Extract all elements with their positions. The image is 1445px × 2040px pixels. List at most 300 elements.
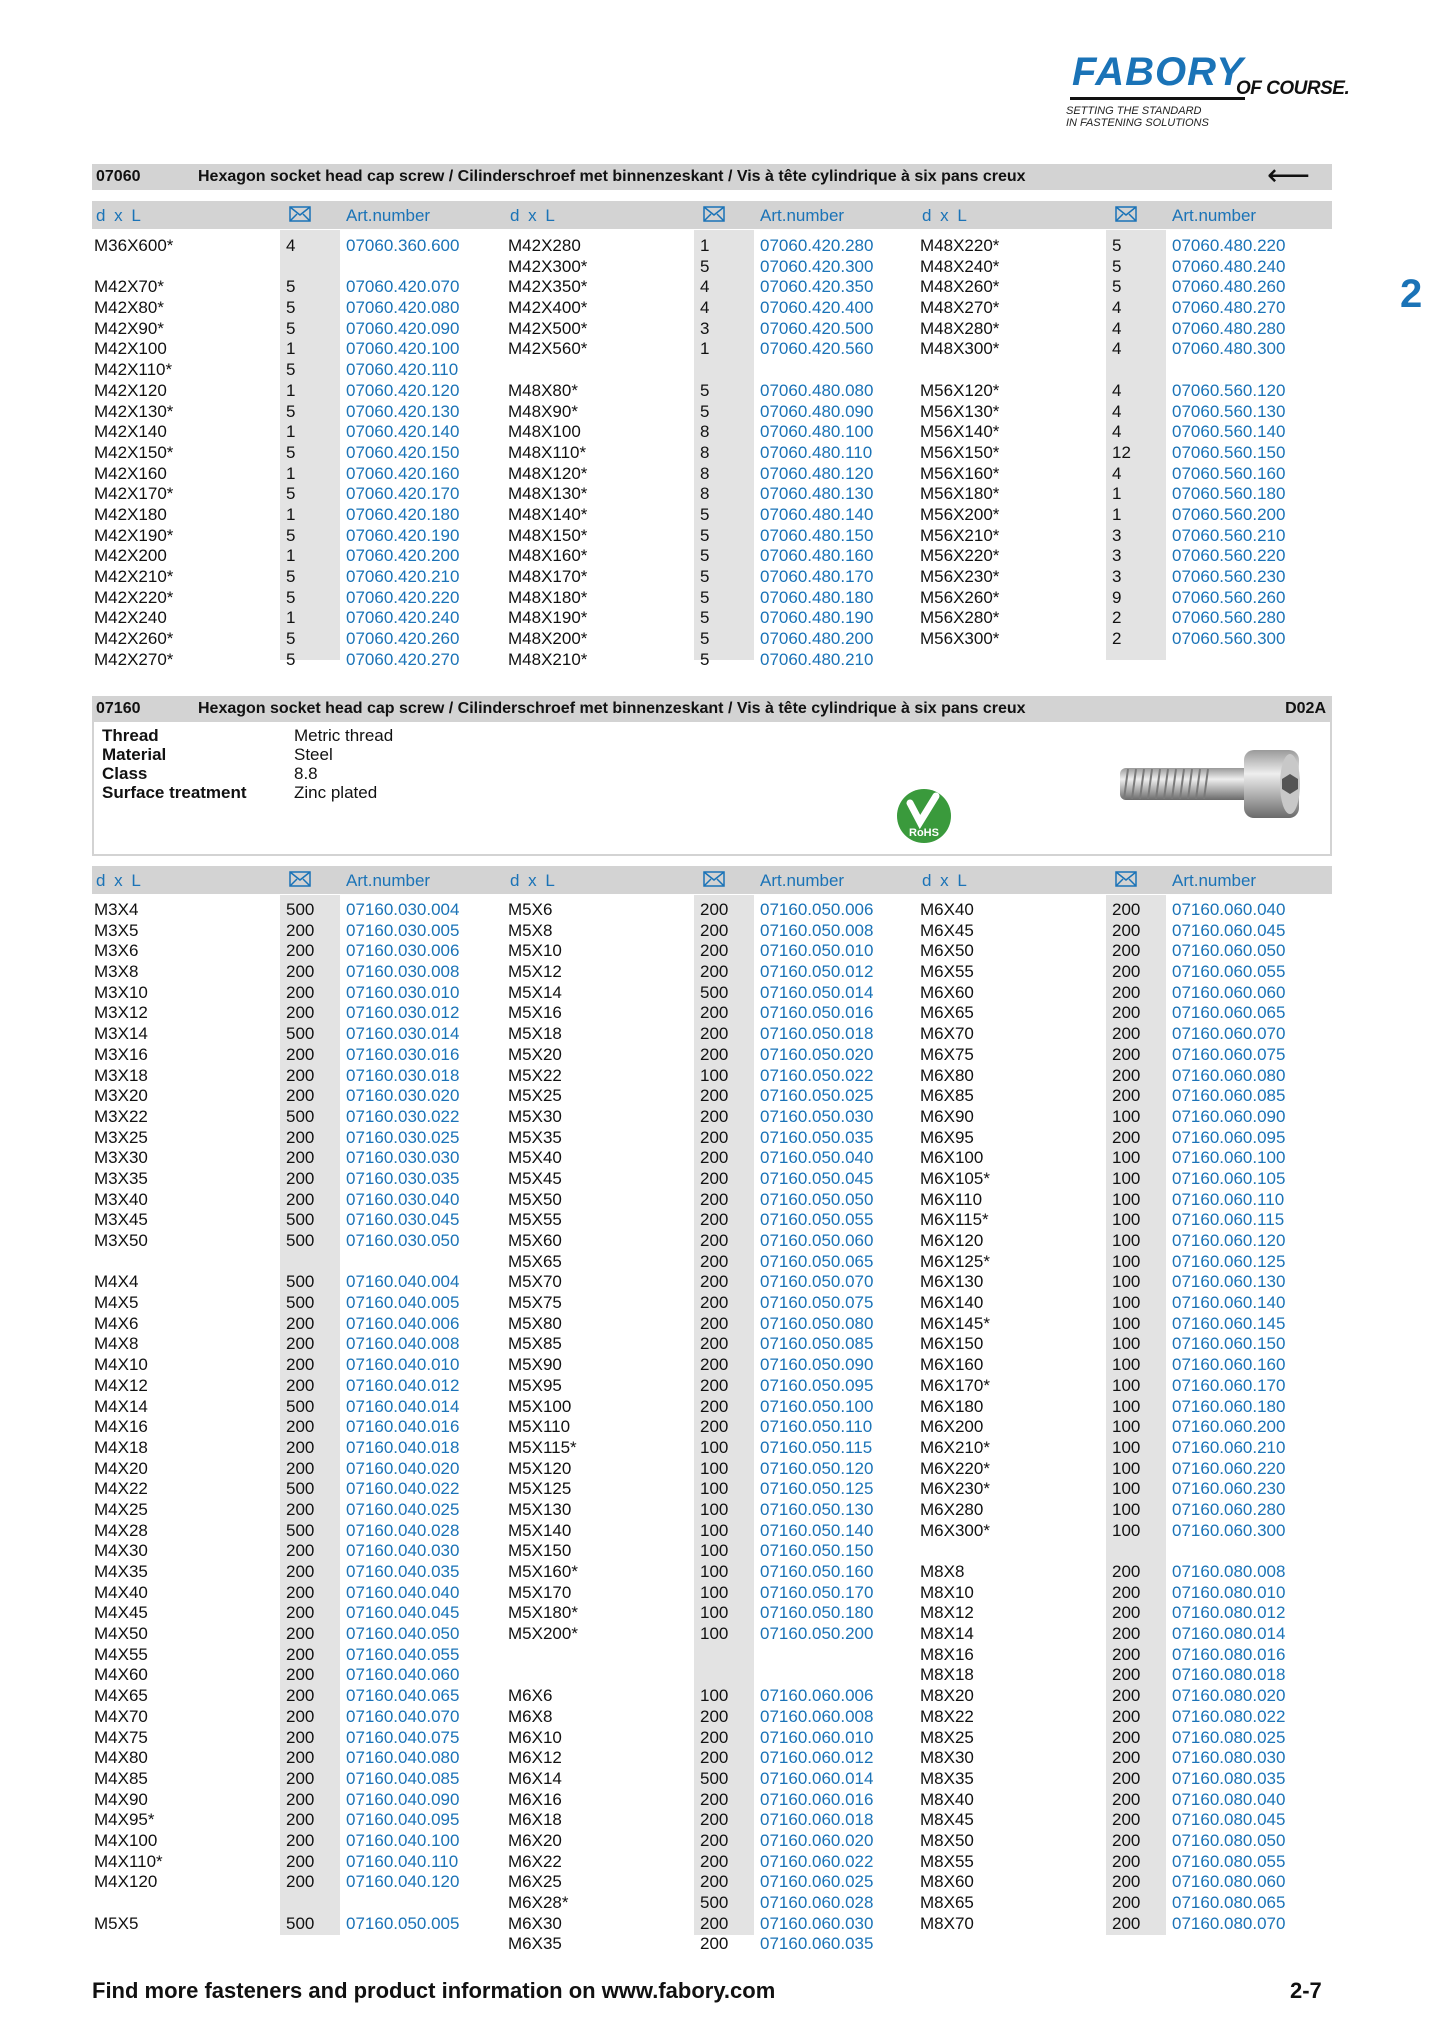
table-cell: 07060.420.400 [760, 298, 874, 318]
table-cell: 200 [286, 1706, 315, 1726]
header-dxl: d x L [922, 871, 969, 890]
table-cell: 07160.040.014 [346, 1396, 460, 1416]
table-cell: 07160.050.025 [760, 1086, 874, 1106]
table-cell: M42X130* [94, 401, 174, 421]
table-cell: M42X500* [508, 318, 588, 338]
table-cell: M48X300* [920, 339, 1000, 359]
table-cell: 200 [700, 1231, 729, 1250]
table-cell: 07160.060.150 [1172, 1334, 1286, 1354]
table-cell: 5 [700, 587, 710, 607]
art-number-column [760, 236, 873, 670]
table-cell: 07160.040.065 [346, 1686, 460, 1706]
table-cell: 200 [700, 1913, 729, 1933]
table-cell: 07160.030.025 [346, 1127, 460, 1147]
table-cell: 1 [286, 463, 296, 483]
table-cell: 07160.040.035 [346, 1562, 460, 1581]
table-cell: 200 [1112, 1872, 1141, 1892]
table-cell: 200 [1112, 1727, 1141, 1747]
table-cell: 07160.030.020 [346, 1086, 460, 1106]
table-cell: 200 [700, 1748, 729, 1768]
table-cell: M6X150 [920, 1334, 984, 1354]
table-cell: 07160.040.010 [346, 1355, 460, 1375]
table-cell: M8X22 [920, 1706, 974, 1726]
logo-brand: FABORY [1072, 50, 1244, 94]
table-cell [760, 1645, 873, 1666]
table-cell: M42X350* [508, 277, 588, 297]
table-cell: M6X145* [920, 1313, 990, 1333]
header-dxl: d x L [922, 206, 969, 225]
table-cell: 07160.050.180 [760, 1603, 874, 1623]
table-cell: 100 [1112, 1251, 1141, 1271]
table-cell: M4X28 [94, 1520, 148, 1540]
table-cell: M42X210* [94, 567, 174, 586]
table-cell: 07160.040.018 [346, 1437, 460, 1457]
table-cell: 07060.420.160 [346, 463, 460, 483]
table-cell: 4 [700, 277, 710, 297]
table-cell: 200 [1112, 1665, 1141, 1685]
table-cell: M42X400* [508, 298, 588, 318]
table-cell: 200 [286, 1044, 315, 1064]
table-cell: 200 [286, 920, 315, 940]
table-cell: 200 [1112, 1065, 1141, 1085]
cap-screw-image [1114, 740, 1314, 830]
table-cell: M5X14 [508, 982, 562, 1002]
envelope-icon [289, 205, 311, 228]
table-cell: 5 [286, 567, 296, 586]
table-cell: 07160.080.012 [1172, 1603, 1286, 1623]
table-cell: 100 [1112, 1231, 1141, 1250]
table-cell: M3X10 [94, 982, 148, 1002]
table-cell: M8X25 [920, 1727, 974, 1747]
table-cell [508, 1665, 578, 1686]
table-cell: M42X160 [94, 463, 167, 483]
table-cell: M5X25 [508, 1086, 562, 1106]
table-cell: 07160.050.040 [760, 1148, 874, 1168]
table-cell: 200 [700, 1396, 729, 1416]
logo-slogan: OF COURSE. [1236, 78, 1350, 99]
table-cell: 200 [1112, 1686, 1141, 1706]
table-cell: 5 [286, 484, 296, 504]
table-cell: 5 [700, 256, 710, 276]
table-cell: 07160.030.008 [346, 962, 460, 982]
table-cell: 07160.050.130 [760, 1499, 874, 1519]
table-cell: 3 [1112, 567, 1122, 586]
table-cell: 07060.420.070 [346, 277, 460, 297]
table-cell: M56X200* [920, 504, 1000, 524]
table-cell: 07060.560.210 [1172, 525, 1286, 545]
table-cell: 07160.040.075 [346, 1727, 460, 1747]
table-cell: M42X70* [94, 277, 164, 297]
table-cell: 07160.080.060 [1172, 1872, 1286, 1892]
table-cell: 200 [286, 1851, 315, 1871]
logo-underline [1070, 97, 1245, 100]
table-cell: 200 [700, 1830, 729, 1850]
table-cell: 07160.060.030 [760, 1913, 874, 1933]
quantity-column [286, 900, 314, 1934]
table-cell: 07060.480.090 [760, 401, 874, 421]
table-cell: 07160.030.016 [346, 1044, 460, 1064]
table-cell: 07160.050.022 [760, 1065, 874, 1085]
table-cell: 07160.050.016 [760, 1003, 874, 1023]
table-cell: 07160.030.022 [346, 1106, 460, 1126]
table-cell: 07160.060.028 [760, 1893, 874, 1912]
table-cell: 4 [286, 236, 296, 255]
table-cell: 07060.480.170 [760, 567, 874, 586]
table-cell: M4X55 [94, 1644, 148, 1664]
table-cell: 200 [1112, 1851, 1141, 1871]
table-cell: 9 [1112, 587, 1122, 607]
table-cell: M5X16 [508, 1003, 562, 1023]
table-cell: 200 [286, 1086, 315, 1106]
table-cell: 100 [700, 1499, 729, 1519]
table-cell: 200 [1112, 1127, 1141, 1147]
table-cell: M5X65 [508, 1251, 562, 1271]
table-cell: M56X300* [920, 629, 1000, 649]
table-cell: 200 [286, 1603, 315, 1623]
property-label: Material [102, 745, 167, 764]
table-cell [700, 360, 709, 381]
table-cell: 07060.420.080 [346, 298, 460, 318]
table-cell: M8X70 [920, 1913, 974, 1933]
table-cell: 1 [286, 380, 296, 400]
table-cell: 200 [286, 1189, 315, 1209]
table-cell: M42X200 [94, 546, 167, 566]
table-cell: M5X10 [508, 941, 562, 961]
table-cell: 5 [286, 525, 296, 545]
table-cell: 07160.080.035 [1172, 1768, 1286, 1788]
table-cell: 100 [1112, 1437, 1141, 1457]
column-header-bar [918, 866, 1332, 894]
table-cell: 5 [700, 504, 710, 524]
table-cell: M3X30 [94, 1148, 148, 1168]
table-cell: 07060.360.600 [346, 236, 460, 255]
table-cell: M4X22 [94, 1479, 148, 1499]
property-label: Thread [102, 726, 159, 745]
header-art-number: Art.number [1172, 871, 1257, 890]
quantity-column [1112, 900, 1140, 1934]
table-cell: 100 [700, 1562, 729, 1581]
table-cell: 12 [1112, 442, 1131, 462]
table-cell: 200 [1112, 941, 1141, 961]
column-header-bar [506, 201, 918, 229]
table-cell: 07160.060.100 [1172, 1148, 1286, 1168]
table-cell: M4X65 [94, 1686, 148, 1706]
table-cell: 200 [1112, 1810, 1141, 1830]
table-cell: 200 [700, 1251, 729, 1271]
table-cell: 07160.050.060 [760, 1231, 874, 1250]
envelope-icon [1115, 205, 1137, 228]
table-cell: 07160.050.006 [760, 900, 874, 919]
table-cell: M48X160* [508, 546, 588, 566]
table-cell: 200 [700, 1375, 729, 1395]
table-cell: 200 [1112, 1024, 1141, 1044]
envelope-icon [1115, 870, 1137, 893]
table-cell: 200 [700, 1024, 729, 1044]
property-value: Steel [294, 745, 333, 764]
table-cell: M6X8 [508, 1706, 553, 1726]
table-cell: 07060.420.120 [346, 380, 460, 400]
table-cell: 07160.060.130 [1172, 1272, 1286, 1292]
table-cell: 200 [700, 1851, 729, 1871]
table-cell: 07160.050.150 [760, 1541, 874, 1561]
table-cell: 07160.030.010 [346, 982, 460, 1002]
table-cell: 07160.080.045 [1172, 1810, 1286, 1830]
table-cell: M6X45 [920, 920, 974, 940]
table-cell: 200 [700, 1789, 729, 1809]
table-cell: 200 [1112, 1830, 1141, 1850]
table-cell: M3X16 [94, 1044, 148, 1064]
table-cell: 500 [286, 1396, 315, 1416]
table-cell: M6X160 [920, 1355, 984, 1375]
table-cell: M6X105* [920, 1168, 990, 1188]
table-cell: 07160.040.070 [346, 1706, 460, 1726]
table-cell: 200 [286, 1665, 315, 1685]
table-cell: 200 [1112, 1562, 1141, 1581]
table-cell: 07060.560.200 [1172, 504, 1286, 524]
table-cell: 07060.560.260 [1172, 587, 1286, 607]
table-cell: M6X65 [920, 1003, 974, 1023]
table-cell: M5X12 [508, 962, 562, 982]
table-cell: 100 [1112, 1520, 1141, 1540]
table-cell: M3X22 [94, 1106, 148, 1126]
table-cell: M56X150* [920, 442, 1000, 462]
table-cell: 500 [286, 1293, 315, 1313]
table-cell: 07060.420.200 [346, 546, 460, 566]
table-cell: M56X280* [920, 608, 1000, 628]
table-cell: M5X55 [508, 1210, 562, 1230]
table-cell: 07160.060.010 [760, 1727, 874, 1747]
table-cell: 200 [700, 1934, 729, 1954]
table-cell: 200 [1112, 1624, 1141, 1644]
table-cell: 200 [700, 1334, 729, 1354]
table-cell: 5 [1112, 277, 1122, 297]
table-cell: 07160.060.070 [1172, 1024, 1286, 1044]
table-cell: M8X30 [920, 1748, 974, 1768]
table-cell: 100 [1112, 1355, 1141, 1375]
table-cell: 07160.060.012 [760, 1748, 874, 1768]
quantity-column [1112, 236, 1131, 650]
table-cell: M5X85 [508, 1334, 562, 1354]
table-cell: M5X70 [508, 1272, 562, 1292]
table-cell [760, 1665, 873, 1686]
table-cell: M4X20 [94, 1458, 148, 1478]
table-cell: 07060.420.500 [760, 318, 874, 338]
table-cell: 200 [700, 1417, 729, 1437]
table-cell: 07160.060.045 [1172, 920, 1286, 940]
table-cell: 100 [1112, 1148, 1141, 1168]
art-number-column [1172, 900, 1285, 1934]
table-cell: M6X90 [920, 1106, 974, 1126]
table-cell: 07060.480.220 [1172, 236, 1286, 255]
table-cell: 100 [700, 1541, 729, 1561]
logo-tagline-2: IN FASTENING SOLUTIONS [1066, 117, 1209, 129]
table-cell [1172, 360, 1285, 381]
table-cell: 07160.060.160 [1172, 1355, 1286, 1375]
section-07060-header [92, 159, 1332, 192]
table-cell: M4X4 [94, 1272, 139, 1292]
table-cell: 5 [700, 546, 710, 566]
table-cell: M6X210* [920, 1437, 990, 1457]
table-cell: M5X50 [508, 1189, 562, 1209]
table-cell: 200 [700, 1727, 729, 1747]
table-cell: M42X190* [94, 525, 174, 545]
table-cell: M48X260* [920, 277, 1000, 297]
chapter-number: 2 [1400, 272, 1423, 316]
table-cell: 07160.060.210 [1172, 1437, 1286, 1457]
table-cell: 07060.420.260 [346, 629, 460, 649]
table-cell: M5X40 [508, 1148, 562, 1168]
table-cell: 07160.060.115 [1172, 1210, 1285, 1230]
table-cell: 07160.050.018 [760, 1024, 874, 1044]
table-cell: 5 [286, 587, 296, 607]
table-cell: 07160.030.005 [346, 920, 460, 940]
table-cell: 07160.050.010 [760, 941, 874, 961]
table-cell: M48X110* [508, 442, 587, 462]
table-cell: 5 [700, 608, 710, 628]
table-cell: 07160.060.014 [760, 1768, 874, 1788]
table-cell: M42X560* [508, 339, 588, 359]
table-cell: 500 [286, 1479, 315, 1499]
table-cell: 07160.060.230 [1172, 1479, 1286, 1499]
table-cell: 07160.030.006 [346, 941, 460, 961]
table-cell: 07160.080.016 [1172, 1644, 1286, 1664]
table-cell: M56X120* [920, 380, 1000, 400]
table-cell: 200 [700, 1810, 729, 1830]
table-cell: 07160.080.040 [1172, 1789, 1286, 1809]
table-cell: M56X210* [920, 525, 1000, 545]
table-cell: 100 [1112, 1417, 1141, 1437]
table-cell: M6X25 [508, 1872, 562, 1892]
table-cell: 1 [700, 339, 710, 359]
table-cell: 200 [700, 1313, 729, 1333]
table-cell: 07160.060.025 [760, 1872, 874, 1892]
table-cell: 07160.050.115 [760, 1437, 873, 1457]
table-cell: 100 [1112, 1479, 1141, 1499]
table-cell: M42X100 [94, 339, 167, 359]
table-cell: M5X180* [508, 1603, 578, 1623]
table-cell: 07160.060.090 [1172, 1106, 1286, 1126]
table-cell: 07160.050.075 [760, 1293, 874, 1313]
table-cell: 200 [1112, 920, 1141, 940]
table-cell: M42X90* [94, 318, 164, 338]
table-cell: 07060.420.240 [346, 608, 460, 628]
rohs-badge-icon [894, 786, 958, 848]
table-cell [346, 257, 459, 278]
table-cell: M48X190* [508, 608, 588, 628]
table-cell: 2 [1112, 629, 1122, 649]
size-column [94, 900, 163, 1934]
table-cell: M42X110* [94, 360, 173, 380]
table-cell: 07160.050.045 [760, 1168, 874, 1188]
property-label: Surface treatment [102, 783, 247, 802]
table-cell: 4 [1112, 298, 1122, 318]
table-cell: 07060.420.150 [346, 442, 460, 462]
table-cell: 100 [700, 1437, 729, 1457]
table-cell [920, 1541, 990, 1562]
table-cell: 07160.060.200 [1172, 1417, 1286, 1437]
table-cell: M4X70 [94, 1706, 148, 1726]
size-column [920, 900, 990, 1934]
table-cell: 07160.060.080 [1172, 1065, 1286, 1085]
table-cell: 07160.050.005 [346, 1913, 460, 1933]
table-cell: M42X80* [94, 298, 164, 318]
table-cell: M4X80 [94, 1748, 148, 1768]
table-cell: 500 [286, 1520, 315, 1540]
table-cell: 07060.420.100 [346, 339, 460, 359]
table-cell: 07160.050.110 [760, 1417, 873, 1437]
table-cell: 07160.060.095 [1172, 1127, 1286, 1147]
table-cell: 8 [700, 442, 710, 462]
table-cell: 200 [1112, 1003, 1141, 1023]
table-cell: 500 [286, 1024, 315, 1044]
table-cell: 100 [700, 1458, 729, 1478]
table-cell: 07060.560.150 [1172, 442, 1286, 462]
table-cell [94, 1252, 163, 1273]
table-cell: 100 [700, 1582, 729, 1602]
art-number-column [1172, 236, 1285, 650]
table-cell: 200 [286, 1065, 315, 1085]
table-cell: 07060.420.300 [760, 256, 874, 276]
table-cell: 200 [700, 962, 729, 982]
table-cell: 500 [286, 1231, 315, 1250]
table-cell: M6X50 [920, 941, 974, 961]
table-cell: 200 [700, 1355, 729, 1375]
table-cell: 07160.030.018 [346, 1065, 460, 1085]
table-cell: M4X75 [94, 1727, 148, 1747]
column-header-bar [92, 866, 506, 894]
table-cell: 07160.060.120 [1172, 1231, 1286, 1250]
table-cell: M4X10 [94, 1355, 148, 1375]
table-cell [920, 360, 999, 381]
table-cell [1172, 1541, 1285, 1562]
table-cell [286, 1893, 314, 1914]
table-cell: 07160.050.014 [760, 982, 874, 1002]
table-cell: 5 [700, 380, 710, 400]
table-cell: M48X210* [508, 649, 588, 669]
table-cell: 07060.480.260 [1172, 277, 1286, 297]
rohs-text: RoHS [909, 827, 939, 839]
column-header-bar [506, 866, 918, 894]
section-code: 07060 [96, 168, 141, 185]
table-cell: 200 [1112, 962, 1141, 982]
table-cell: 07060.560.230 [1172, 567, 1286, 586]
table-cell: M48X100 [508, 422, 581, 442]
table-cell: M6X220* [920, 1458, 990, 1478]
table-cell: 07160.060.105 [1172, 1168, 1286, 1188]
table-cell: 07160.060.035 [760, 1934, 874, 1954]
table-cell [508, 360, 587, 381]
table-cell: M3X14 [94, 1024, 148, 1044]
table-cell: M3X12 [94, 1003, 148, 1023]
back-arrow-icon[interactable]: ⟵ [1266, 159, 1310, 192]
table-cell: M48X120* [508, 463, 588, 483]
table-cell: M56X260* [920, 587, 1000, 607]
table-cell: M8X50 [920, 1830, 974, 1850]
table-cell: M5X75 [508, 1293, 562, 1313]
table-cell: M4X120 [94, 1872, 158, 1892]
table-cell: 5 [286, 401, 296, 421]
table-cell: 07160.060.085 [1172, 1086, 1286, 1106]
table-cell: M42X260* [94, 629, 174, 649]
table-cell: M4X50 [94, 1624, 148, 1644]
table-cell: 200 [1112, 1086, 1141, 1106]
table-cell: M6X100 [920, 1148, 984, 1168]
table-cell: M6X85 [920, 1086, 974, 1106]
table-cell: 07060.560.220 [1172, 546, 1286, 566]
table-cell: M3X4 [94, 900, 139, 919]
table-cell: M42X120 [94, 380, 167, 400]
table-cell: 1 [1112, 504, 1122, 524]
